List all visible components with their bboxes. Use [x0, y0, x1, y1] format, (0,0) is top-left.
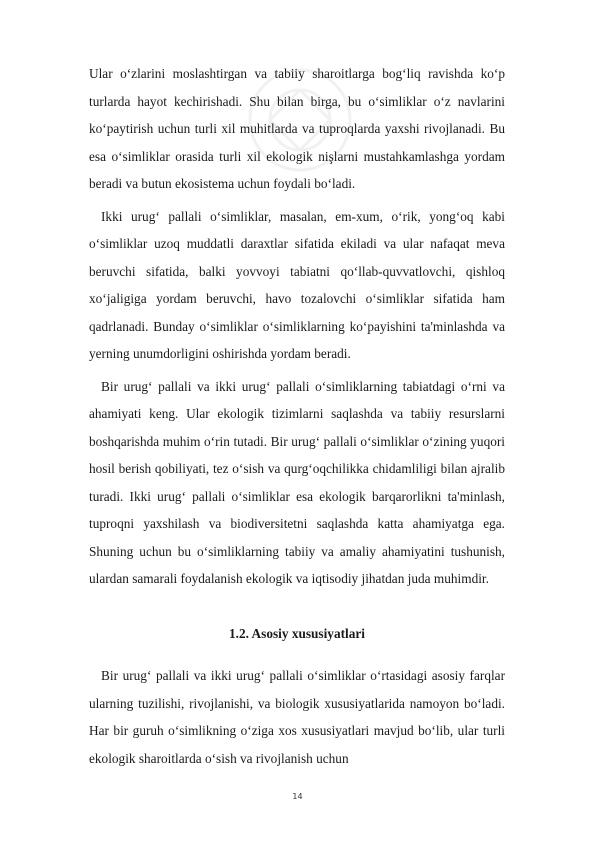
paragraph-2: Ikki urug‘ pallali o‘simliklar, masalan, em-xum, o‘rik, yong‘oq kabi o‘simliklar uzoq muddatli daraxtlar sifatida ekiladi va ular nafaqat meva beruvchi sifatida, balki yovvoyi tabiatni qo‘llab-quvvatlovchi, qishloq xo‘jaligiga yordam beruvchi, havo tozalovchi o‘simliklar sifatida ham qadrlanadi. Bunday o‘simliklar o‘simliklarning ko‘payishini ta'minlashda va yerning unumdorligini oshirishda yordam beradi. [89, 208, 505, 361]
page-number: 14 [292, 792, 303, 801]
paragraph-1: Ular o‘zlarini moslashtirgan va tabiiy sharoitlarga bog‘liq ravishda ko‘p turlarda hayot kechirishadi. Shu bilan birga, bu o‘simliklar o‘z navlarini ko‘paytirish uchun turli xil muhitlarda va tuproqlarda yaxshi rivojlanadi. Bu esa o‘simliklar orasida turli xil ekologik nişlarni mustahkamlashga yordam beradi va butun ekosistema uchun foydali bo‘ladi. [89, 66, 505, 191]
section-body [89, 662, 505, 772]
body-text [89, 60, 505, 593]
section-paragraph: Bir urug‘ pallali va ikki urug‘ pallali o‘simliklar o‘rtasidagi asosiy farqlar ularning tuzilishi, rivojlanishi, va biologik xususiyatlarida namoyon bo‘ladi. Har bir guruh o‘simlikning o‘ziga xos xususiyatlari mavjud bo‘lib, ular turli ekologik sharoitlarda o‘sish va rivojlanish uchun [89, 668, 505, 766]
section-heading: 1.2. Asosiy xususiyatlari [229, 626, 365, 641]
paragraph-3: Bir urug‘ pallali va ikki urug‘ pallali o‘simliklarning tabiatdagi o‘rni va ahamiyati keng. Ular ekologik tizimlarni saqlashda va tabiiy resurslarni boshqarishda muhim o‘rin tutadi. Bir urug‘ pallali o‘simliklar o‘zining yuqori hosil berish qobiliyati, tez o‘sish va qurg‘oqchilikka chidamliligi bilan ajralib turadi. Ikki urug‘ pallali o‘simliklar esa ekologik barqarorlikni ta'minlash, tuproqni yaxshilash va biodiversitetni saqlashda katta ahamiyatga ega. Shuning uchun bu o‘simliklarning tabiiy va amaliy ahamiyatini tushunish, ulardan samarali foydalanish ekologik va iqtisodiy jihatdan juda muhimdir. [89, 378, 505, 586]
